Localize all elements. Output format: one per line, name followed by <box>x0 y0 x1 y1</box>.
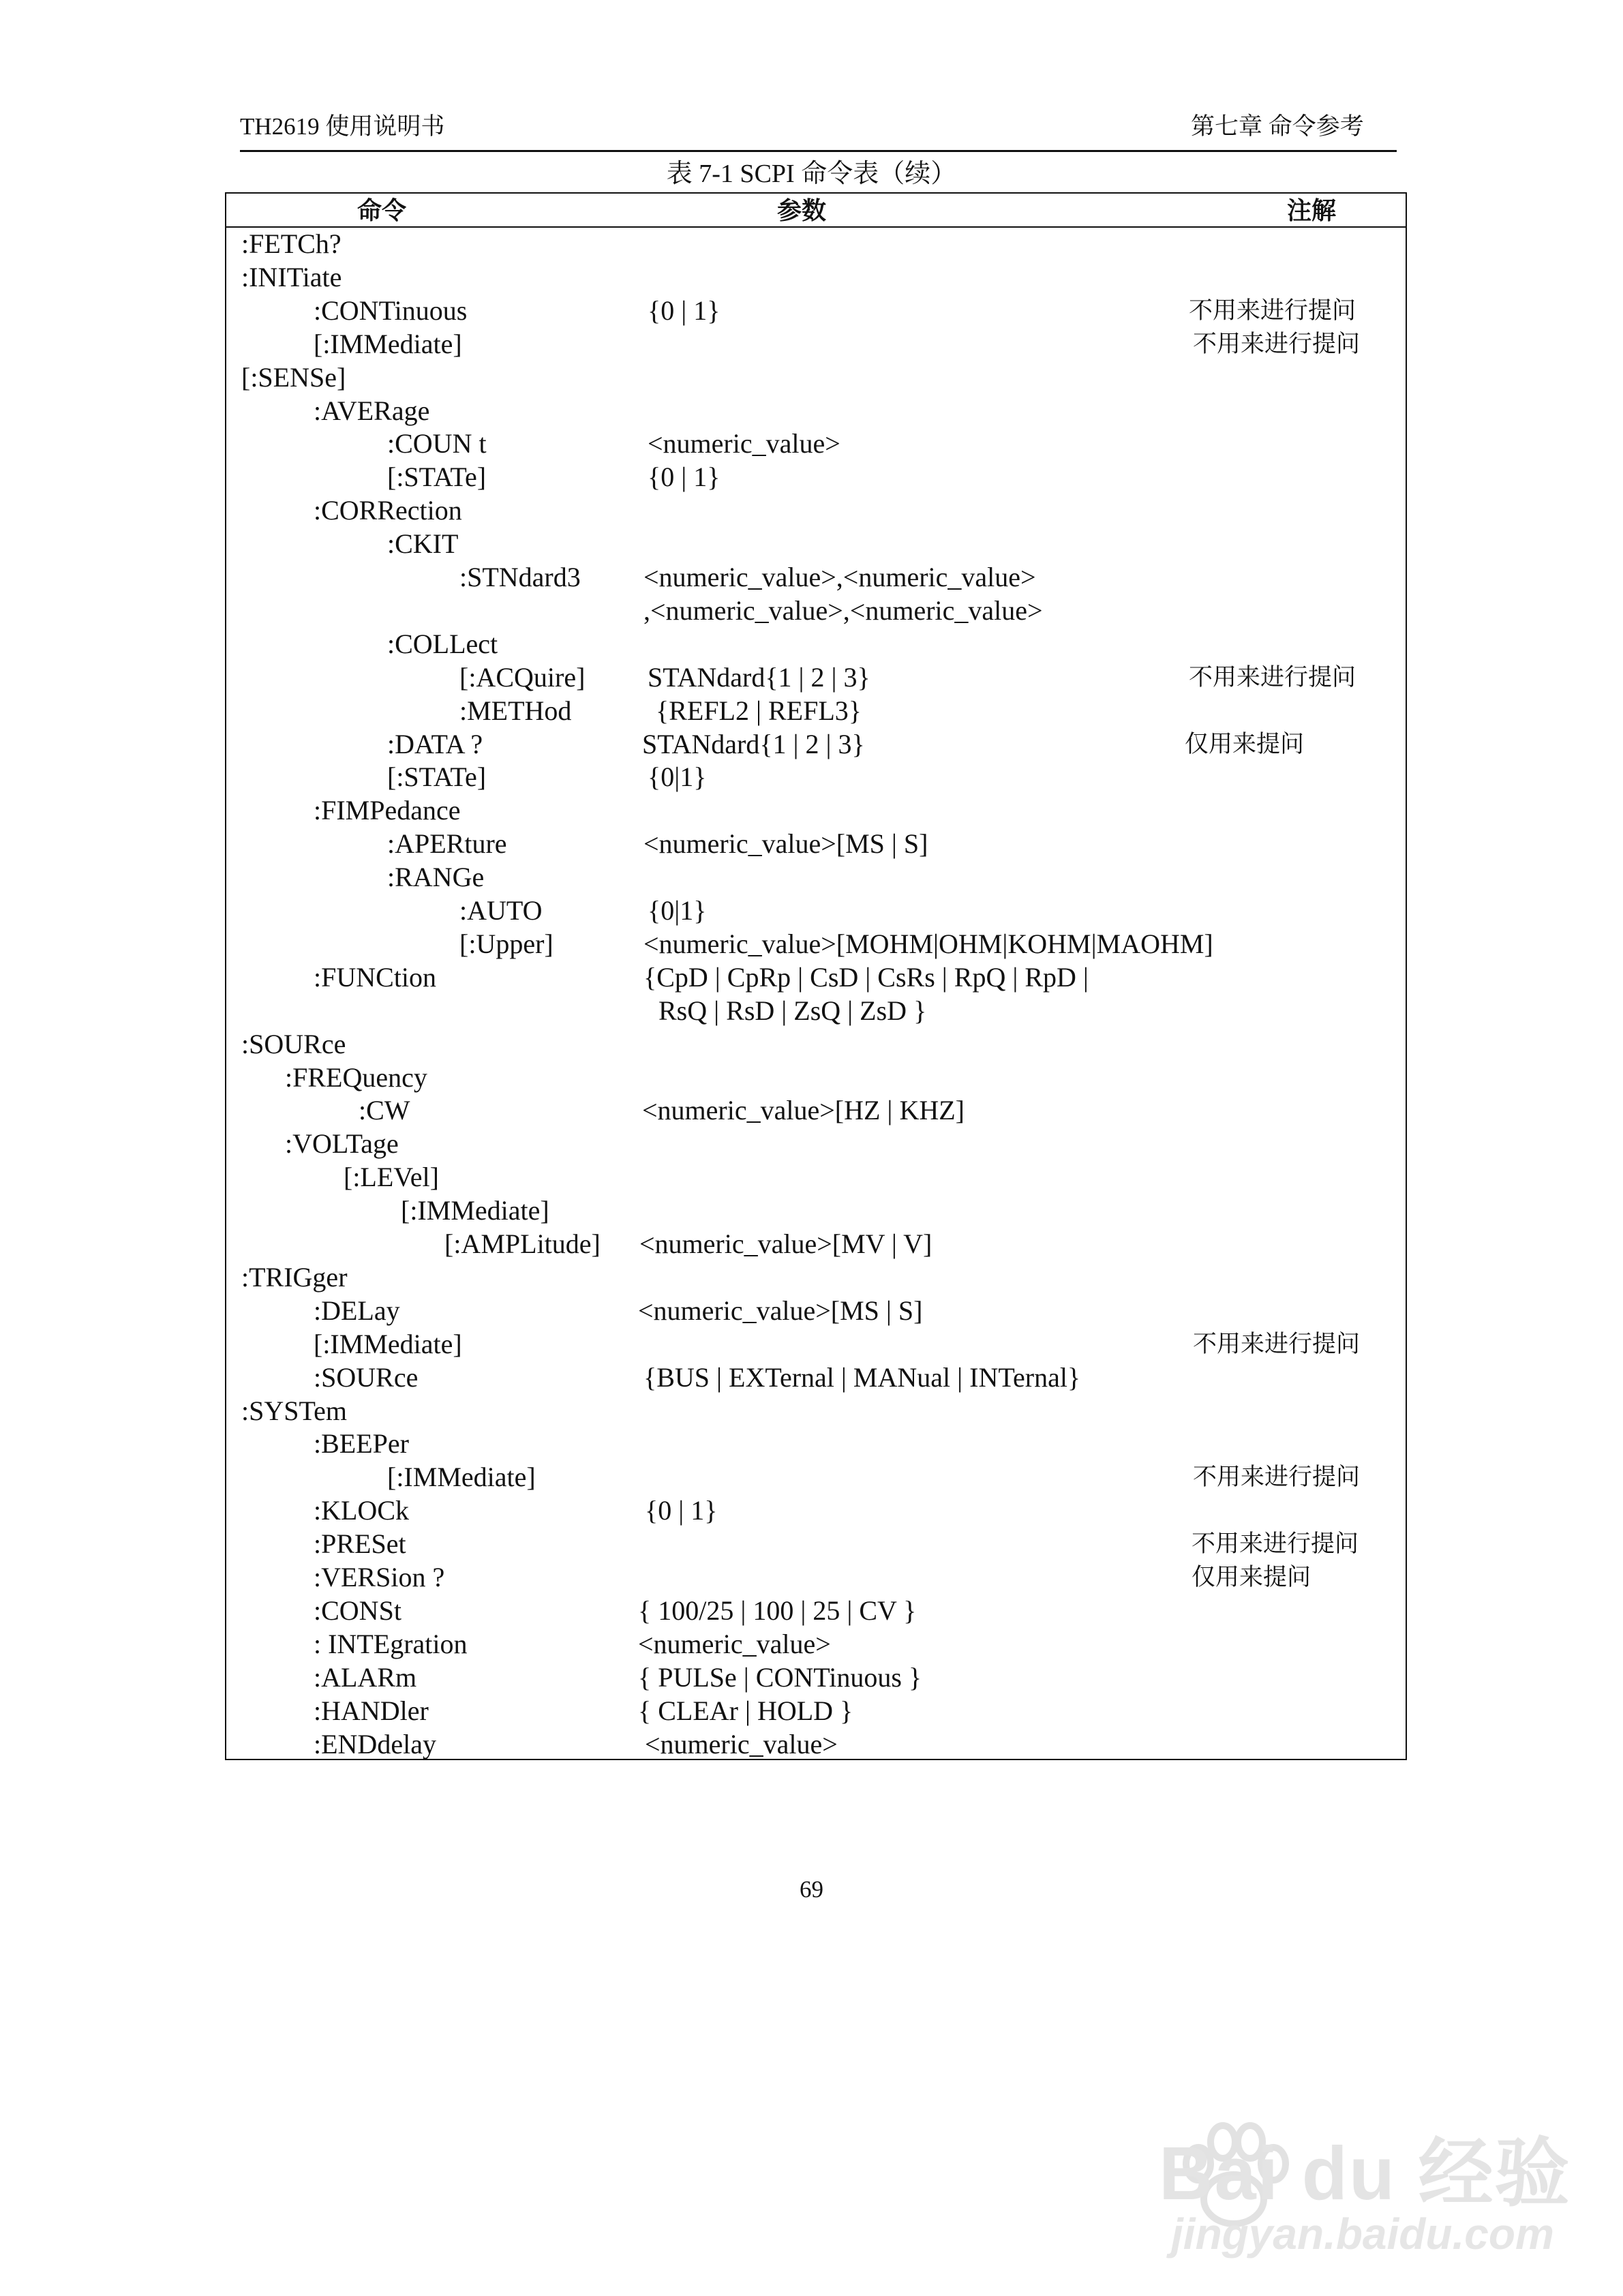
command-cell: :DATA ? <box>387 728 483 759</box>
parameter-cell: { 100/25 | 100 | 25 | CV } <box>638 1595 917 1626</box>
command-cell: :FUNCtion <box>314 961 437 993</box>
command-cell: :FETCh? <box>241 228 342 259</box>
command-cell: :COLLect <box>387 628 498 659</box>
command-cell: :FIMPedance <box>314 795 461 826</box>
parameter-cell: {0|1} <box>648 895 707 926</box>
command-cell: [:IMMediate] <box>387 1462 536 1493</box>
header-chapter-title: 第七章 命令参考 <box>1191 113 1364 140</box>
command-cell: [:STATe] <box>387 761 487 793</box>
column-header-parameter: 参数 <box>777 197 827 224</box>
parameter-cell: <numeric_value>[MV | V] <box>639 1228 932 1259</box>
command-cell: :INITiate <box>241 261 342 292</box>
command-cell: :ENDdelay <box>314 1728 436 1759</box>
parameter-cell: {REFL2 | REFL3} <box>656 695 862 726</box>
parameter-cell: { PULSe | CONTinuous } <box>638 1661 922 1693</box>
command-cell: [:AMPLitude] <box>444 1228 601 1259</box>
command-cell: :DELay <box>314 1295 400 1326</box>
parameter-cell: {BUS | EXTernal | MANual | INTernal} <box>643 1361 1081 1393</box>
command-cell: [:ACQuire] <box>459 661 586 693</box>
command-cell: :CONSt <box>314 1595 401 1626</box>
parameter-cell: {0 | 1} <box>648 294 721 326</box>
parameter-cell: RsQ | RsD | ZsQ | ZsD } <box>658 995 927 1026</box>
command-cell: [:IMMediate] <box>314 328 462 359</box>
note-cell: 不用来进行提问 <box>1193 330 1361 357</box>
command-cell: : INTEgration <box>314 1628 468 1659</box>
parameter-cell: {0 | 1} <box>648 462 721 493</box>
command-cell: [:IMMediate] <box>401 1195 549 1226</box>
command-cell: :SOURce <box>241 1028 346 1059</box>
note-cell: 不用来进行提问 <box>1189 297 1356 324</box>
note-cell: 仅用来提问 <box>1192 1564 1311 1590</box>
note-cell: 不用来进行提问 <box>1192 1530 1359 1558</box>
command-cell: :ALARm <box>314 1661 417 1693</box>
command-cell: [:SENSe] <box>241 361 346 393</box>
column-header-command: 命令 <box>357 197 407 224</box>
header-left-title: TH2619 使用说明书 <box>240 113 445 140</box>
command-cell: :COUN t <box>387 428 487 459</box>
baidu-watermark <box>1159 2106 1571 2263</box>
header-rule <box>240 150 1397 152</box>
command-cell: [:Upper] <box>459 928 553 959</box>
parameter-cell: <numeric_value> <box>648 428 840 459</box>
parameter-cell: <numeric_value>[MS | S] <box>643 828 928 860</box>
command-cell: :CORRection <box>314 495 462 526</box>
command-cell: :SOURce <box>314 1361 419 1393</box>
command-cell: :HANDler <box>314 1695 429 1726</box>
note-cell: 不用来进行提问 <box>1193 1464 1361 1491</box>
command-cell: :BEEPer <box>314 1428 409 1460</box>
parameter-cell: STANdard{1 | 2 | 3} <box>648 661 870 693</box>
watermark-url: jingyan.baidu.com <box>1171 2209 1554 2259</box>
command-cell: :STNdard3 <box>459 562 581 592</box>
command-cell: :PRESet <box>314 1528 406 1560</box>
page-number: 69 <box>800 1876 823 1903</box>
command-cell: :FREQuency <box>285 1061 427 1093</box>
column-header-note: 注解 <box>1287 197 1337 224</box>
note-cell: 不用来进行提问 <box>1193 1330 1361 1357</box>
command-cell: :AVERage <box>314 395 430 426</box>
command-cell: [:IMMediate] <box>314 1328 462 1359</box>
scpi-command-table <box>225 192 1407 1760</box>
command-cell: :APERture <box>387 828 507 860</box>
command-cell: :METHod <box>459 695 572 726</box>
parameter-cell: <numeric_value> <box>638 1628 831 1659</box>
parameter-cell: STANdard{1 | 2 | 3} <box>642 728 865 759</box>
command-cell: [:STATe] <box>387 462 487 493</box>
parameter-cell: <numeric_value>,<numeric_value> <box>643 562 1036 592</box>
parameter-cell: {CpD | CpRp | CsD | CsRs | RpQ | RpD | <box>643 961 1089 993</box>
note-cell: 不用来进行提问 <box>1189 663 1356 691</box>
command-cell: [:LEVel] <box>344 1162 439 1193</box>
parameter-cell: <numeric_value>[HZ | KHZ] <box>642 1095 965 1126</box>
parameter-cell: <numeric_value> <box>645 1728 838 1759</box>
command-cell: :AUTO <box>459 895 543 926</box>
command-cell: :CW <box>359 1095 410 1126</box>
parameter-cell: {0 | 1} <box>645 1495 718 1526</box>
parameter-cell: <numeric_value>[MS | S] <box>638 1295 923 1326</box>
command-cell: :KLOCk <box>314 1495 409 1526</box>
command-cell: :TRIGger <box>241 1261 348 1293</box>
command-cell: :RANGe <box>387 862 485 893</box>
note-cell: 仅用来提问 <box>1185 730 1305 757</box>
command-cell: :CONTinuous <box>314 294 468 326</box>
parameter-cell: { CLEAr | HOLD } <box>638 1695 853 1726</box>
command-cell: :SYSTem <box>241 1395 347 1426</box>
command-cell: :VOLTage <box>285 1128 399 1160</box>
watermark-brand: Bai du 经验 <box>1159 2132 1571 2216</box>
parameter-cell: {0|1} <box>648 761 707 793</box>
command-cell: :VERSion ? <box>314 1562 445 1592</box>
parameter-cell: ,<numeric_value>,<numeric_value> <box>643 594 1043 626</box>
command-cell: :CKIT <box>387 528 459 560</box>
parameter-cell: <numeric_value>[MOHM|OHM|KOHM|MAOHM] <box>643 928 1213 959</box>
table-header-divider <box>226 226 1406 228</box>
table-caption: 表 7-1 SCPI 命令表（续） <box>666 160 957 188</box>
